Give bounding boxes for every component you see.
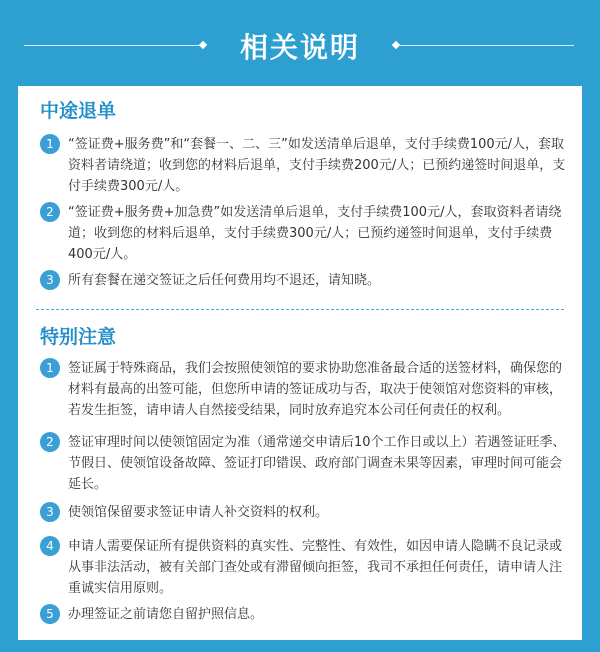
item-number-badge: 3 [40,502,60,522]
item-number-badge: 1 [40,134,60,154]
item-text: 签证属于特殊商品，我们会按照使领馆的要求协助您准备最合适的送签材料，确保您的材料有最高的出签可能，但您所申请的签证成功与否，取决于使领馆对您资料的审核，若发生拒签，请申请人自然接受结果，同时放弃追究本公司任何责任的权利。 [68,361,563,418]
section-title-cancellation: 中途退单 [40,100,117,122]
item-text: 申请人需要保证所有提供资料的真实性、完整性、有效性，如因申请人隐瞒不良记录或从事非法活动，被有关部门查处或有滞留倾向拒签，我司不承担任何责任，请申请人注重诚实信用原则。 [68,539,563,596]
item-text: 办理签证之前请您自留护照信息。 [68,607,264,622]
item-number-badge: 2 [40,432,60,452]
item-number-badge: 3 [40,270,60,290]
header-divider-right [398,45,574,46]
item-text: 签证审理时间以使领馆固定为准（通常递交申请后10个工作日或以上）若遇签证旺季、节假日、使领馆设备故障、签证打印错误、政府部门调查未果等因素，审理时间可能会延长。 [68,435,566,492]
header [0,0,600,86]
item-text: 使领馆保留要求签证申请人补交资料的权利。 [68,505,329,520]
item-number-badge: 4 [40,536,60,556]
section-title-special-notes: 特别注意 [40,326,117,348]
section-divider [36,309,564,310]
page-title: 相关说明 [239,31,360,64]
item-text: “签证费+服务费+加急费”如发送清单后退单，支付手续费100元/人，套取资料者请绕道；收到您的材料后退单，支付手续费300元/人；已预约递签时间退单，支付手续费400元/人。 [68,205,562,262]
item-number-badge: 2 [40,202,60,222]
item-text: “签证费+服务费”和“套餐一、二、三”如发送清单后退单，支付手续费100元/人，套取资料者请绕道；收到您的材料后退单，支付手续费200元/人；已预约递签时间退单，支付手续费300元/人。 [68,137,566,194]
item-number-badge: 1 [40,358,60,378]
content-card [18,86,582,640]
item-text: 所有套餐在递交签证之后任何费用均不退还，请知晓。 [68,273,381,288]
item-number-badge: 5 [40,604,60,624]
